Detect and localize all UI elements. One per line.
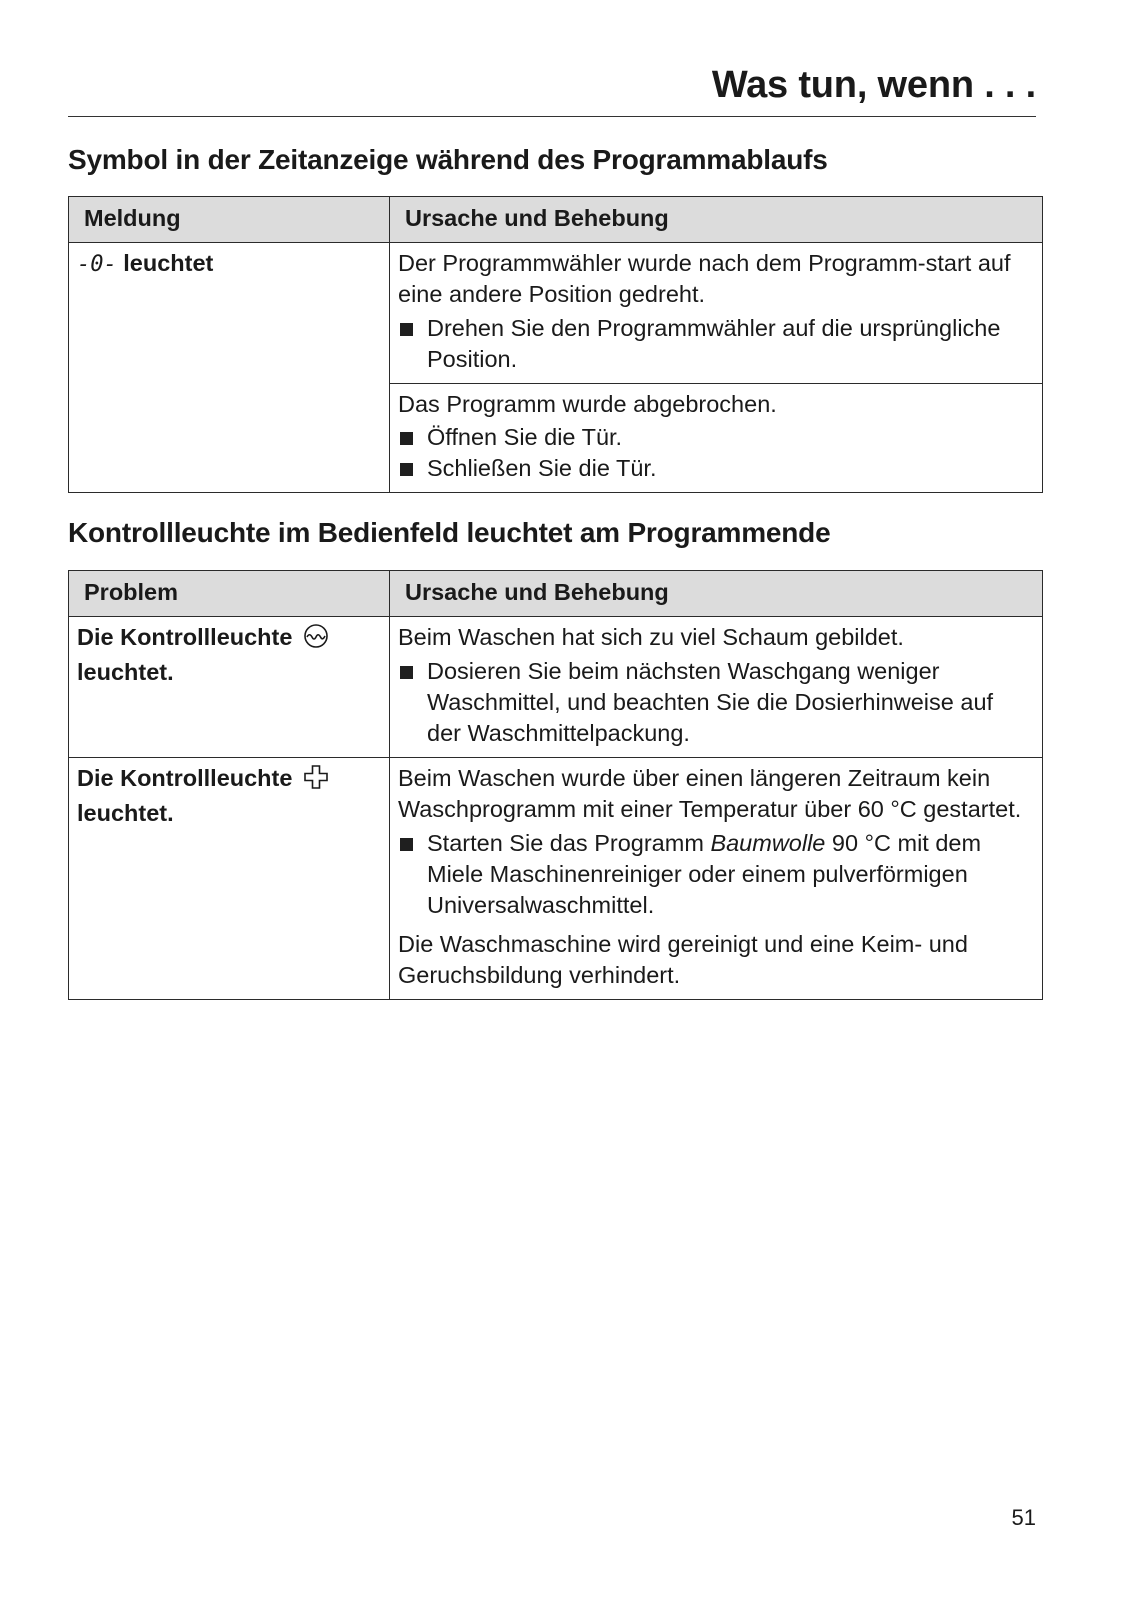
column-header-problem: Problem [69,571,390,617]
section-heading-kontrollleuchte: Kontrollleuchte im Bedienfeld leuchtet am Programmende [68,517,831,548]
problem-text: Die Kontrollleuchte [77,765,293,791]
cause-text: Der Programmwähler wurde nach dem Programm-start auf eine andere Position gedreht. [398,250,1011,307]
table-row [69,243,1043,384]
page-header [68,62,1036,117]
program-name: Baumwolle [710,830,826,856]
remedy-item: Drehen Sie den Programmwähler auf die ursprüngliche Position. [398,313,1032,375]
table-row [69,617,1043,758]
foam-icon [303,623,329,657]
page-number: 51 [1011,1505,1036,1530]
column-header-meldung: Meldung [69,197,390,243]
table-kontrollleuchte [68,570,1043,1000]
table-symbol [68,196,1043,493]
cause-text: Beim Waschen wurde über einen längeren Zeitraum kein Waschprogramm mit einer Temperatur über 60 °C gestartet. [398,765,1022,822]
page-title: Was tun, wenn . . . [711,64,1036,106]
cause-cell [390,243,1043,384]
remedy-list [398,828,1032,921]
cause-cell [390,617,1043,758]
remedy-list [398,656,1032,749]
display-symbol: -0- [77,252,117,277]
table-header-row [69,571,1043,617]
remedy-list [398,313,1032,375]
problem-text: leuchtet. [77,800,174,826]
remedy-list [398,422,1032,484]
problem-cell [69,758,390,1000]
remedy-item: Öffnen Sie die Tür. [398,422,1032,453]
cause-text: Beim Waschen hat sich zu viel Schaum gebildet. [398,624,904,650]
cause-text: Das Programm wurde abgebrochen. [398,391,777,417]
remedy-item [398,828,1032,921]
problem-cell [69,617,390,758]
message-text: leuchtet [123,250,214,276]
table-row [69,758,1043,1000]
table-header-row [69,197,1043,243]
problem-text: Die Kontrollleuchte [77,624,293,650]
cause-cell [390,384,1043,493]
column-header-ursache: Ursache und Behebung [390,571,1043,617]
result-text: Die Waschmaschine wird gereinigt und eine Keim- und Geruchsbildung verhindert. [398,931,968,988]
problem-text: leuchtet. [77,659,174,685]
section-heading-symbol: Symbol in der Zeitanzeige während des Programmablaufs [68,144,828,175]
remedy-item: Dosieren Sie beim nächsten Waschgang weniger Waschmittel, und beachten Sie die Dosierhinweise auf der Waschmittelpackung. [398,656,1032,749]
hygiene-cross-icon [303,764,329,798]
remedy-item: Schließen Sie die Tür. [398,453,1032,484]
cause-cell [390,758,1043,1000]
remedy-text: 90 °C mit dem Miele Maschinenreiniger oder einem pulverförmigen Universalwaschmittel. [427,830,982,918]
remedy-text: Starten Sie das Programm [427,830,704,856]
message-cell [69,243,390,493]
column-header-ursache: Ursache und Behebung [390,197,1043,243]
